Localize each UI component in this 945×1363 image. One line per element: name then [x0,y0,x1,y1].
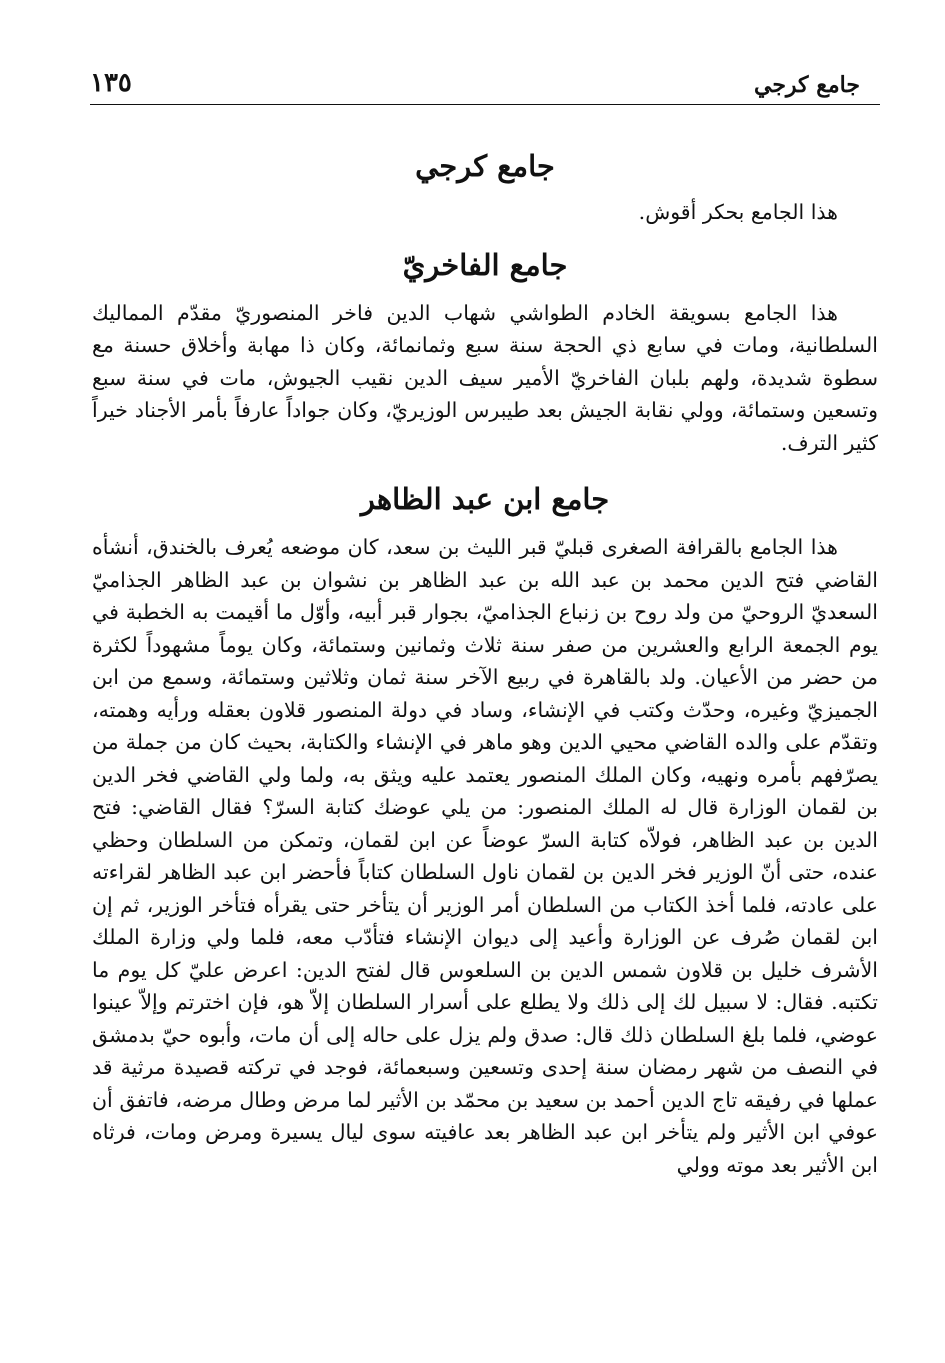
section-paragraph-karji-mosque: هذا الجامع بحكر أقوش. [638,200,838,224]
running-header [90,58,860,98]
section-paragraph-ibn-abd-al-zahir-mosque: هذا الجامع بالقرافة الصغرى قبليّ قبر الليث بن سعد، كان موضعه يُعرف بالخندق، أنشأه القاضي فتح الدين محمد بن عبد الله بن عبد الظاهر بن نشوان بن عبد الظاهر الجذاميّ السعديّ الروحيّ من ولد روح بن زنباع الجذاميّ، بجوار قبر أبيه، وأوّل ما أقيمت به الخطبة في يوم الجمعة الرابع والعشرين من صفر سنة ثلاث وثمانين وستمائة، وكان يوماً مشهوداً لكثرة من حضر من الأعيان. ولد بالقاهرة في ربيع الآخر سنة ثمان وثلاثين وستمائة، وسمع من ابن الجميزيّ وغيره، وحدّث وكتب في الإنشاء، وساد في دولة المنصور قلاون بعقله ورأيه وهمته، وتقدّم على والده القاضي محيي الدين وهو ماهر في الإنشاء والكتابة، بحيث كان من جملة من يصرّفهم بأمره ونهيه، وكان الملك المنصور يعتمد عليه ويثق به، ولما ولي القاضي فخر الدين بن لقمان الوزارة قال له الملك المنصور: من يلي عوضك كتابة السرّ؟ فقال القاضي: فتح الدين بن عبد الظاهر، فولاّه كتابة السرّ عوضاً عن ابن لقمان، وتمكن من السلطان وحظي عنده، حتى أنّ الوزير فخر الدين بن لقمان ناول السلطان كتاباً فأحضر ابن عبد الظاهر لقراءته على عادته، فلما أخذ الكتاب من السلطان أمر الوزير أن يتأخر حتى يقرأه فتأخر الوزير، ثم إن ابن لقمان صُرف عن الوزارة وأعيد إلى ديوان الإنشاء فتأدّب معه، فلما ولي وزارة الملك الأشرف خليل بن قلاون شمس الدين بن السلعوس قال لفتح الدين: اعرض عليّ كل يوم ما تكتبه. فقال: لا سبيل لك إلى ذلك ولا يطلع على أسرار السلطان إلاّ هو، فإن اخترتم وإلاّ عينوا عوضي، فلما بلغ السلطان ذلك قال: صدق ولم يزل على حاله إلى أن مات، وأبوه حيّ بدمشق في النصف من شهر رمضان سنة إحدى وتسعين وسبعمائة، فوجد في تركته قصيدة مرثية قد عملها في رفيقه تاج الدين أحمد بن سعيد بن محمّد بن الأثير لما مرض وطال مرضه، فاتفق أن عوفي ابن الأثير ولم يتأخر ابن عبد الظاهر بعد عافيته سوى ليال يسيرة ومرض ومات، فرثاه ابن الأثير بعد موته وولي [92,535,878,1177]
running-title: جامع كرجي [753,72,860,98]
section-heading-karji-mosque: جامع كرجي [415,149,555,183]
section-paragraph-fakhri-mosque: هذا الجامع بسويقة الخادم الطواشي شهاب الدين فاخر المنصوريّ مقدّم المماليك السلطانية، ومات في سابع ذي الحجة سنة سبع وثمانمائة، وكان ذا مهابة وأخلاق حسنة مع سطوة شديدة، ولهم بلبان الفاخريّ الأمير سيف الدين نقيب الجيوش، مات في سنة سبع وتسعين وستمائة، وولي نقابة الجيش بعد طيبرس الوزيريّ، وكان جواداً عارفاً بأمر الأجناد خيراً كثير الترف. [92,300,878,455]
header-divider [90,104,880,105]
section-heading-ibn-abd-al-zahir-mosque: جامع ابن عبد الظاهر [360,482,610,516]
page-number: ١٣٥ [90,68,132,98]
section-heading-fakhri-mosque: جامع الفاخريّ [402,247,568,282]
page-body [92,140,878,1181]
